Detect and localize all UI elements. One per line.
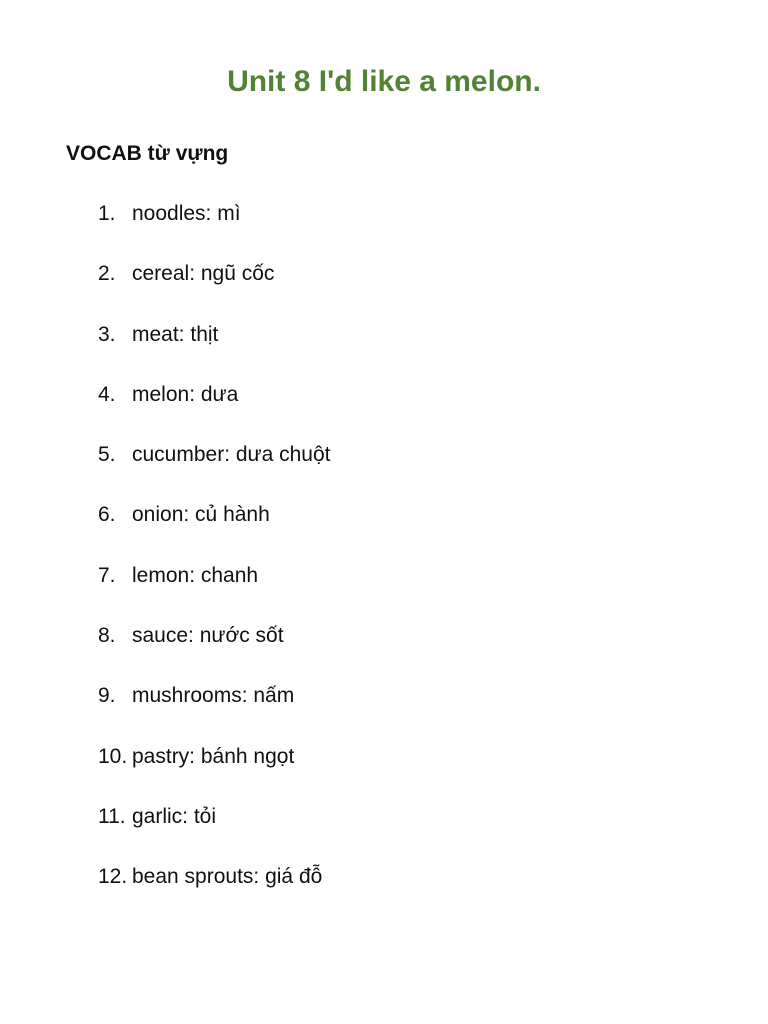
vocab-number: 5.: [98, 443, 116, 467]
vocab-text: cereal: ngũ cốc: [132, 262, 275, 286]
vocab-text: lemon: chanh: [132, 563, 259, 587]
vocab-number: 12.: [98, 865, 128, 889]
vocab-text: melon: dưa: [132, 382, 239, 406]
vocab-number: 8.: [98, 624, 116, 648]
vocab-number: 7.: [98, 563, 116, 587]
vocab-text: pastry: bánh ngọt: [132, 744, 295, 768]
vocab-text: noodles: mì: [132, 202, 241, 225]
vocab-text: onion: củ hành: [132, 503, 270, 527]
vocab-number: 3.: [98, 322, 116, 346]
vocab-text: sauce: nước sốt: [132, 624, 284, 648]
vocab-number: 6.: [98, 503, 116, 527]
vocab-text: bean sprouts: giá đỗ: [132, 865, 323, 889]
vocab-number: 11.: [98, 804, 126, 828]
vocab-number: 1.: [98, 202, 116, 225]
vocab-number: 10.: [98, 744, 128, 768]
page-title: Unit 8 I'd like a melon.: [227, 65, 541, 98]
vocab-text: mushrooms: nấm: [132, 684, 295, 708]
section-heading: VOCAB từ vựng: [66, 142, 229, 165]
vocab-text: cucumber: dưa chuột: [132, 443, 331, 467]
vocab-number: 9.: [98, 684, 116, 708]
vocab-number: 4.: [98, 382, 116, 406]
vocab-text: garlic: tỏi: [132, 804, 217, 828]
vocab-number: 2.: [98, 262, 116, 286]
vocab-text: meat: thịt: [132, 322, 219, 346]
